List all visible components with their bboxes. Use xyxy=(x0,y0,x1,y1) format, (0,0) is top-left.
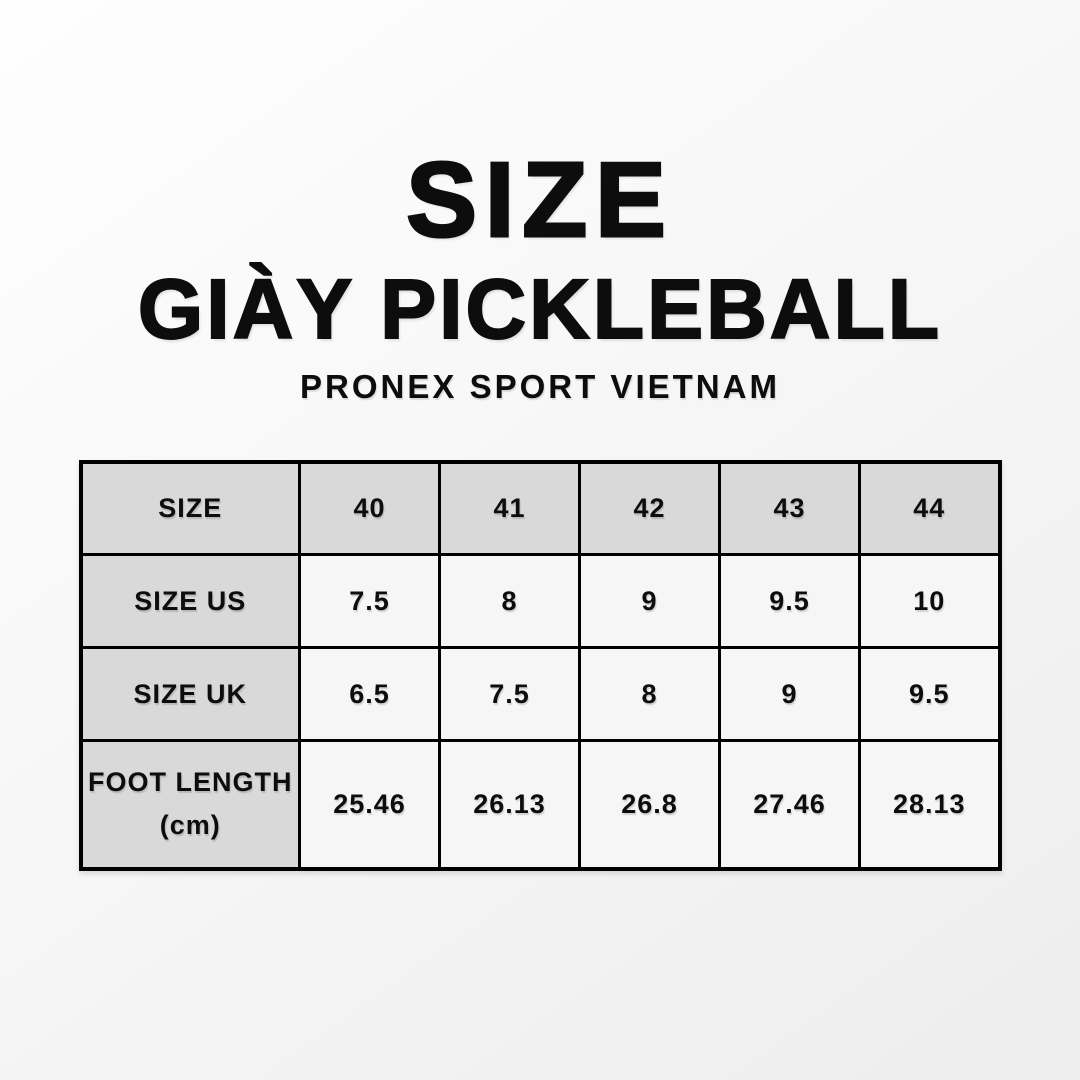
foot-length-cell: 26.8 xyxy=(580,741,720,869)
row-label-size: SIZE xyxy=(81,462,300,555)
uk-size-cell: 9.5 xyxy=(860,648,1000,741)
foot-length-cell: 25.46 xyxy=(300,741,440,869)
page-subtitle: GIÀY PICKLEBALL xyxy=(137,261,943,356)
page-title: SIZE xyxy=(406,141,674,259)
foot-length-cell: 27.46 xyxy=(720,741,860,869)
size-chart-table xyxy=(79,460,1002,871)
us-size-cell: 8 xyxy=(440,555,580,648)
eu-size-cell: 43 xyxy=(720,462,860,555)
uk-size-cell: 6.5 xyxy=(300,648,440,741)
row-label-foot-length xyxy=(81,741,300,869)
table-row-uk-sizes xyxy=(81,648,1000,741)
row-label-size-uk: SIZE UK xyxy=(81,648,300,741)
eu-size-cell: 40 xyxy=(300,462,440,555)
table-row-us-sizes xyxy=(81,555,1000,648)
eu-size-cell: 41 xyxy=(440,462,580,555)
us-size-cell: 10 xyxy=(860,555,1000,648)
eu-size-cell: 44 xyxy=(860,462,1000,555)
row-label-size-us: SIZE US xyxy=(81,555,300,648)
uk-size-cell: 8 xyxy=(580,648,720,741)
foot-length-cell: 26.13 xyxy=(440,741,580,869)
us-size-cell: 7.5 xyxy=(300,555,440,648)
foot-length-unit: (cm) xyxy=(159,810,221,841)
table-row-foot-length xyxy=(81,741,1000,869)
poster-header xyxy=(0,0,1080,406)
brand-name: PRONEX SPORT VIETNAM xyxy=(300,367,780,405)
foot-length-label: FOOT LENGTH xyxy=(88,767,293,798)
eu-size-cell: 42 xyxy=(580,462,720,555)
foot-length-cell: 28.13 xyxy=(860,741,1000,869)
table-row-eu-sizes xyxy=(81,462,1000,555)
us-size-cell: 9.5 xyxy=(720,555,860,648)
uk-size-cell: 7.5 xyxy=(440,648,580,741)
uk-size-cell: 9 xyxy=(720,648,860,741)
us-size-cell: 9 xyxy=(580,555,720,648)
